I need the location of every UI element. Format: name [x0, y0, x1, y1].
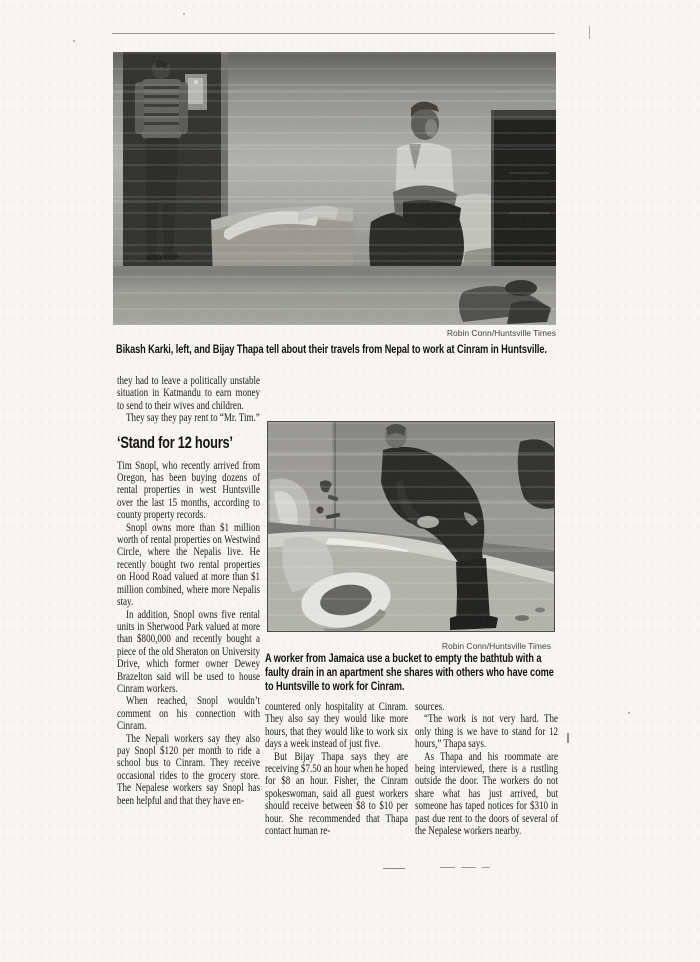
article-column-2 [265, 700, 408, 836]
bathroom-photo-illustration [268, 422, 554, 631]
end-of-story-dash [383, 868, 405, 869]
scan-scratch-mark [567, 733, 569, 743]
paragraph: “The work is not very hard. The only thing is we have to stand for 12 hours,” Thapa says. [415, 711, 559, 751]
photo-credit: Robin Conn/Huntsville Times [441, 641, 551, 651]
paragraph: they had to leave a politically unstable situation in Katmandu to earn money to send to their wives and children. [117, 373, 261, 412]
scan-speck [73, 40, 75, 42]
paragraph: As Thapa and his roommate are being interviewed, there is a rustling outside the door. The workers do not share what has just arrived, but someone has taped notices for $310 in past due rent to the doors of several of the Nepalese workers nearby. [415, 748, 559, 838]
photo-bedroom [113, 52, 556, 325]
photo-bathroom [267, 421, 555, 632]
paragraph: Tim Snopl, who recently arrived from Oregon, has been buying dozens of rental properties in west Huntsville over the last 15 months, according to county property records. [117, 457, 261, 522]
section-subhead: ‘Stand for 12 hours’ [117, 432, 233, 452]
paragraph: When reached, Snopl wouldn’t comment on his connection with Cinram. [117, 693, 261, 733]
bedroom-photo-illustration [113, 52, 556, 325]
paragraph: sources. [415, 699, 445, 713]
paragraph: In addition, Snopl owns five rental units in Sherwood Park valued at more than $800,000 and recently bought a piece of the old Sheraton on University Drive, which former owner Dewey Brazelton said will be used to house Cinram workers. [117, 606, 261, 695]
article-column-3 [415, 700, 558, 836]
end-of-story-dash [440, 867, 490, 868]
paragraph: The Nepali workers say they also pay Snopl $120 per month to ride a school bus to Cinram. They receive occasional rides to the grocery store. The Nepalese workers say Snopl has been helpful and that they have en- [117, 730, 261, 807]
scan-tick-mark [589, 26, 590, 39]
paragraph: They say they pay rent to “Mr. Tim.” [126, 410, 260, 425]
article-column-1 [117, 374, 260, 806]
paragraph: Snopl owns more than $1 million worth of rental properties on Westwind Circle, where the Nepalis live. He recently bought two rental properties on Hood Road valued at more than $1 million combined, where more Nepalis stay. [117, 519, 261, 609]
scan-speck [628, 712, 630, 714]
photo-credit: Robin Conn/Huntsville Times [446, 328, 556, 338]
paragraph: But Bijay Thapa says they are receiving $7.50 an hour when he hoped for $8 an hour. Fisher, the Cinram spokeswoman, said all guest workers should receive between $8 to $10 per hour. She recommended that Thapa contact human re- [265, 748, 409, 838]
photo-caption: Bikash Karki, left, and Bijay Thapa tell about their travels from Nepal to work at Cinram in Huntsville. [116, 344, 547, 356]
photo-caption: A worker from Jamaica use a bucket to empty the bathtub with a faulty drain in an apartment she shares with others who have come to Huntsville to work for Cinram. [265, 653, 554, 693]
scan-speck [183, 13, 185, 15]
top-rule [112, 33, 555, 34]
paragraph: countered only hospitality at Cinram. They also say they would like more hours, that they would like to work six days a week instead of just five. [265, 699, 409, 751]
